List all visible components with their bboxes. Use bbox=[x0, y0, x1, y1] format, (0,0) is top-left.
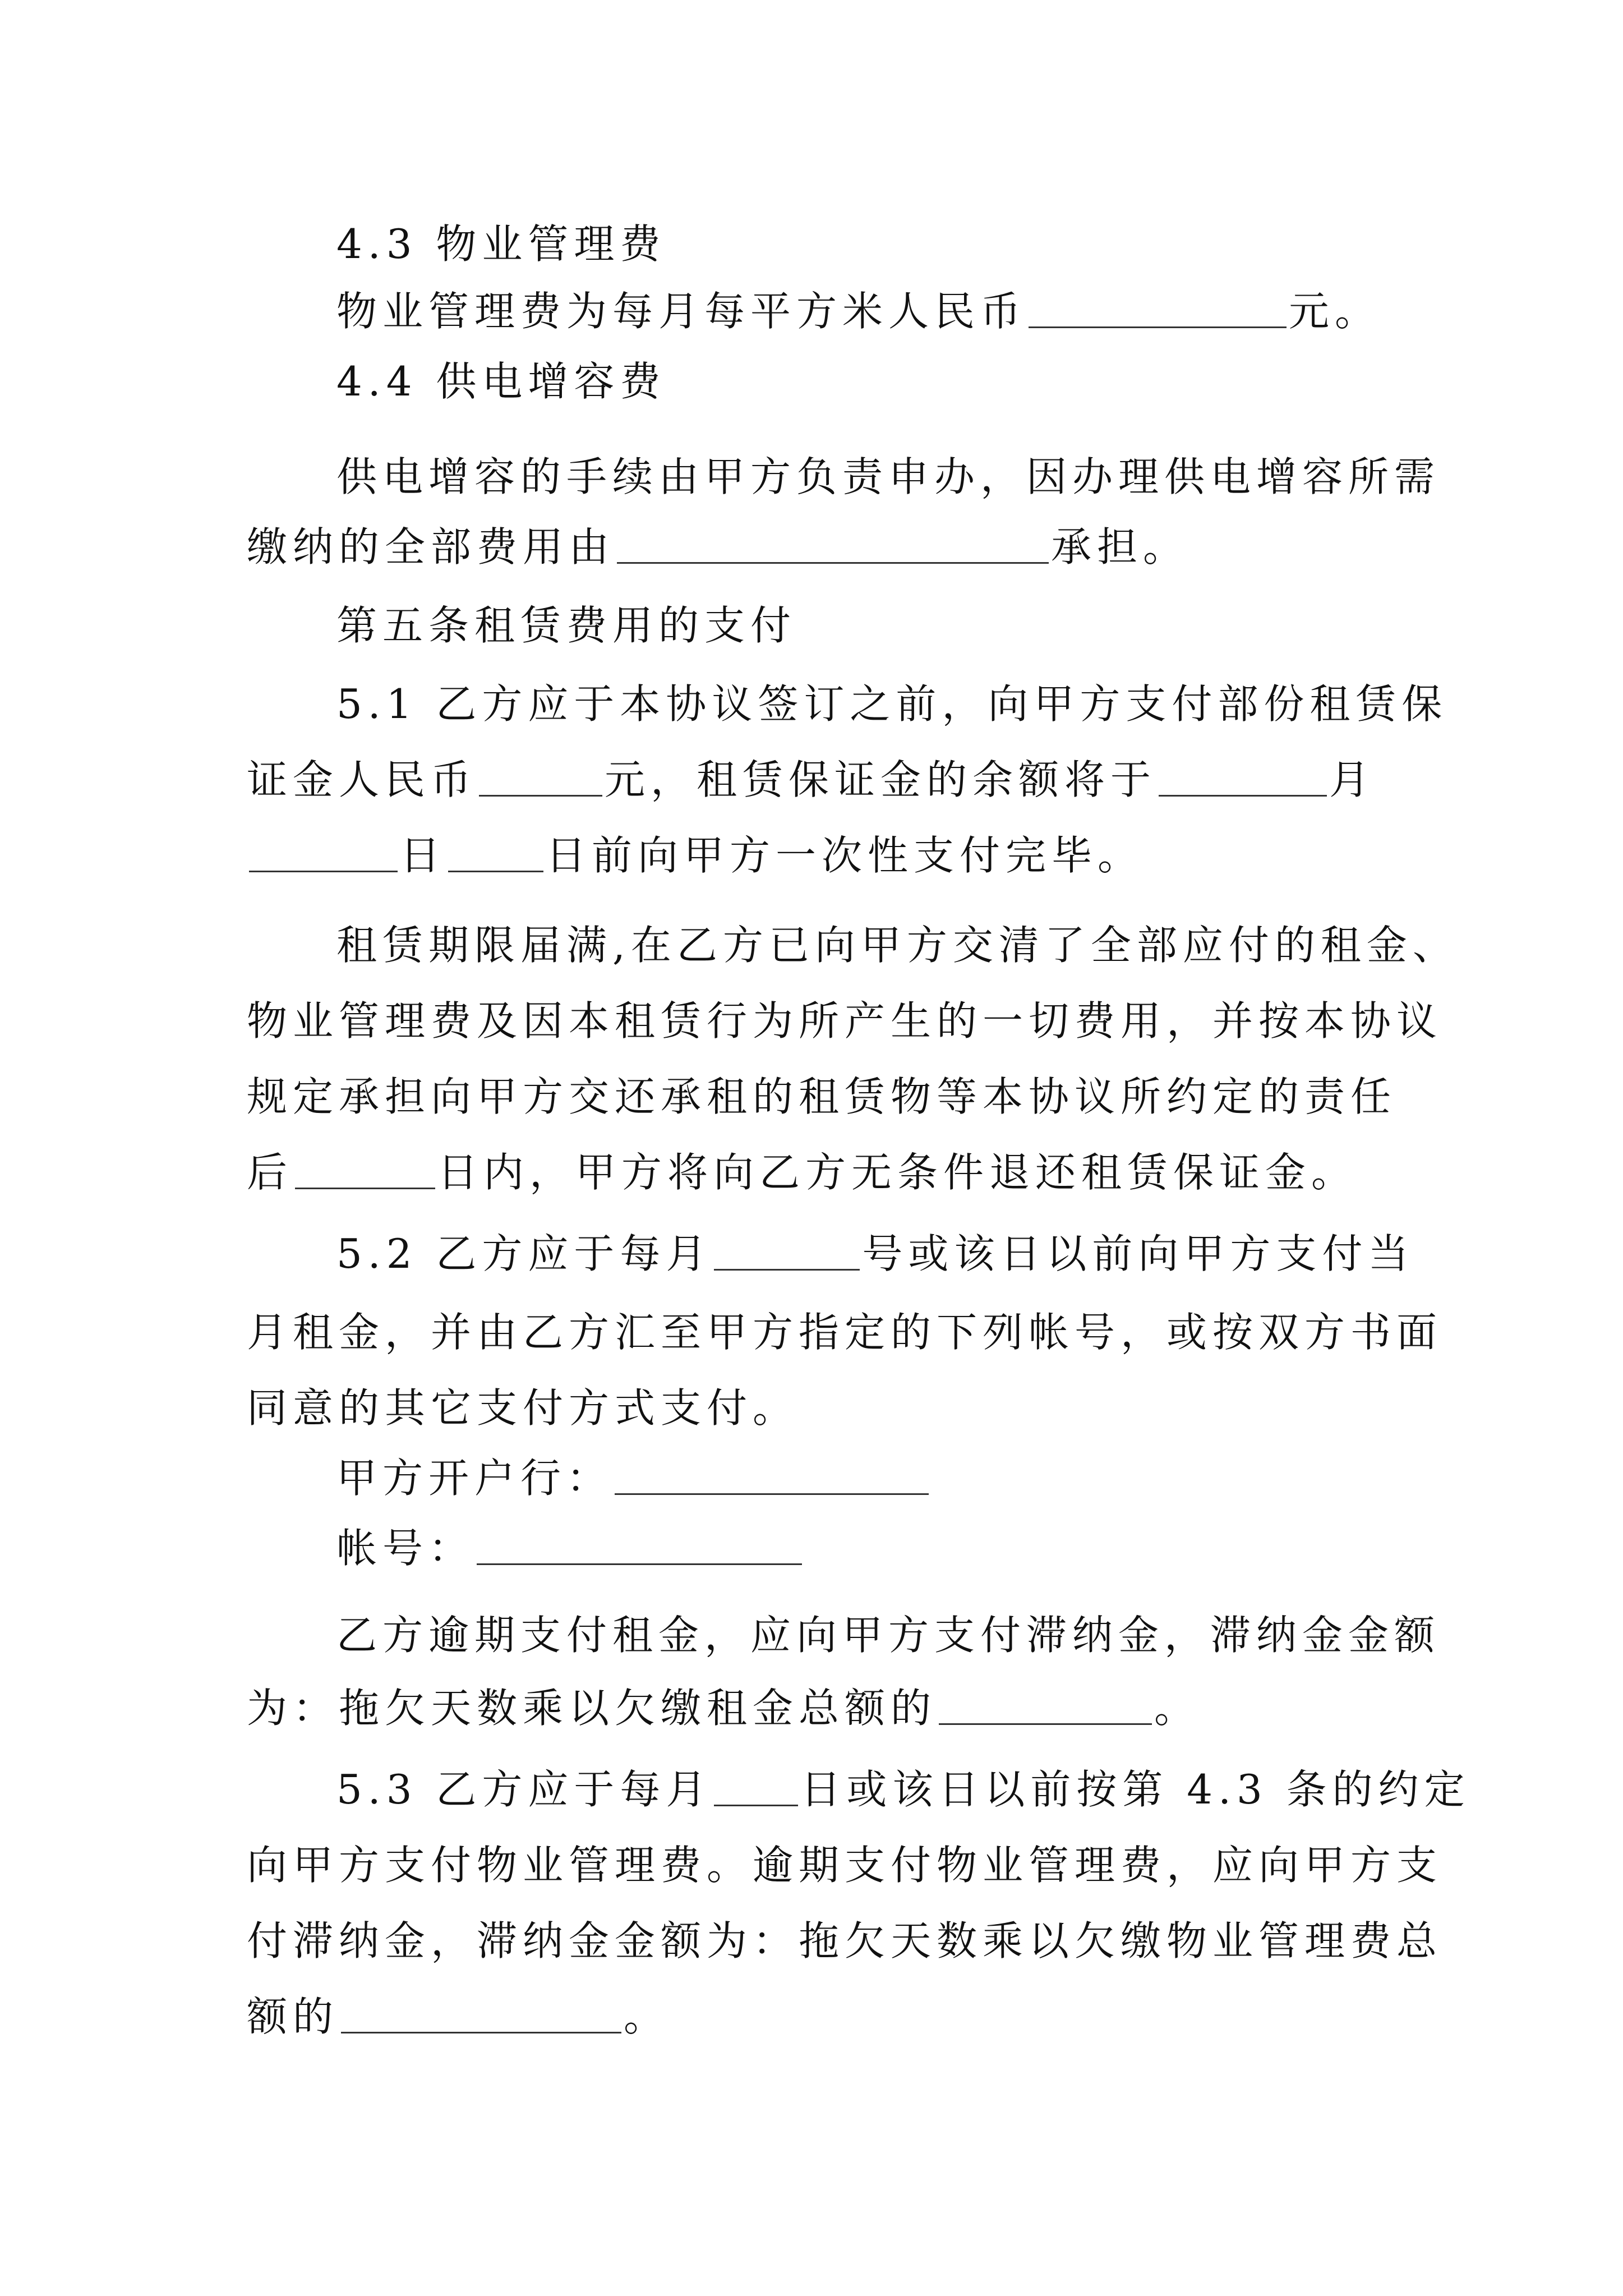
text: 付滞纳金，滞纳金金额为：拖欠天数乘以欠缴物业管理费总 bbox=[247, 1917, 1443, 1964]
paragraph-line bbox=[336, 446, 1440, 508]
paragraph-line bbox=[247, 1377, 799, 1439]
heading-4-4 bbox=[336, 351, 666, 412]
article-5-heading bbox=[336, 595, 796, 656]
paragraph-line bbox=[247, 1142, 1357, 1203]
text: 规定承担向甲方交还承租的租赁物等本协议所约定的责任 bbox=[247, 1073, 1397, 1120]
text: 同意的其它支付方式支付。 bbox=[247, 1384, 799, 1432]
text: 4.3 物业管理费 bbox=[336, 220, 666, 268]
fill-blank-line bbox=[714, 1759, 798, 1806]
text: 物业管理费及因本租赁行为所产生的一切费用，并按本协议 bbox=[247, 997, 1443, 1045]
paragraph-line bbox=[247, 1677, 1200, 1739]
text: 月 bbox=[1329, 756, 1376, 803]
text: 。 bbox=[624, 1993, 670, 2040]
bank-name-line bbox=[336, 1447, 931, 1509]
paragraph-line bbox=[336, 280, 1381, 342]
fill-blank-line bbox=[479, 749, 602, 797]
text: 5.2 乙方应于每月 bbox=[336, 1230, 712, 1277]
paragraph-line bbox=[247, 1910, 1442, 1972]
text: 缴纳的全部费用由 bbox=[247, 523, 615, 570]
text: 租赁期限届满,在乙方已向甲方交清了全部应付的租金、 bbox=[336, 922, 1459, 969]
fill-blank-line bbox=[939, 1677, 1152, 1725]
text: 向甲方支付物业管理费。逾期支付物业管理费，应向甲方支 bbox=[247, 1842, 1443, 1889]
text: 5.3 乙方应于每月 bbox=[336, 1766, 712, 1813]
text: 证金人民币 bbox=[247, 756, 477, 803]
bank-label: 甲方开户行： bbox=[336, 1455, 613, 1502]
paragraph-line bbox=[336, 1223, 1414, 1285]
paragraph-line bbox=[247, 1986, 670, 2047]
text: 元，租赁保证金的余额将于 bbox=[605, 756, 1157, 803]
paragraph-line bbox=[247, 825, 1144, 886]
text: 元。 bbox=[1289, 288, 1381, 335]
paragraph-line bbox=[336, 1604, 1440, 1666]
paragraph-line bbox=[247, 1834, 1442, 1896]
fill-blank-line bbox=[295, 1142, 435, 1189]
text: 第五条租赁费用的支付 bbox=[336, 602, 797, 649]
text: 。 bbox=[1154, 1685, 1201, 1732]
text: 月租金，并由乙方汇至甲方指定的下列帐号，或按双方书面 bbox=[247, 1309, 1443, 1356]
text: 4.4 供电增容费 bbox=[336, 358, 666, 405]
account-line bbox=[336, 1517, 804, 1579]
text: 为：拖欠天数乘以欠缴租金总额的 bbox=[247, 1685, 937, 1732]
text: 额的 bbox=[247, 1993, 339, 2040]
text: 承担。 bbox=[1051, 523, 1189, 570]
paragraph-line bbox=[336, 1759, 1470, 1820]
text: 日前向甲方一次性支付完毕。 bbox=[546, 832, 1144, 879]
paragraph-line bbox=[247, 516, 1189, 578]
heading-4-3 bbox=[336, 213, 666, 275]
fill-blank-line bbox=[617, 516, 1049, 564]
account-blank bbox=[477, 1517, 802, 1565]
paragraph-line bbox=[336, 673, 1447, 735]
fill-blank-line bbox=[448, 825, 543, 872]
fill-blank-line bbox=[249, 825, 398, 872]
paragraph-line bbox=[336, 914, 1459, 976]
paragraph-line bbox=[247, 1066, 1396, 1128]
fill-blank-line bbox=[1159, 749, 1327, 797]
text: 日内，甲方将向乙方无条件退还租赁保证金。 bbox=[437, 1149, 1358, 1196]
paragraph-line bbox=[247, 1301, 1442, 1363]
text: 日 bbox=[400, 832, 446, 879]
text: 供电增容的手续由甲方负责申办，因办理供电增容所需 bbox=[336, 453, 1441, 500]
text: 后 bbox=[247, 1149, 293, 1196]
paragraph-line bbox=[247, 990, 1442, 1052]
text: 号或该日以前向甲方支付当 bbox=[862, 1230, 1414, 1277]
text: 5.1 乙方应于本协议签订之前，向甲方支付部份租赁保 bbox=[336, 680, 1448, 728]
bank-name-blank bbox=[615, 1447, 929, 1495]
fill-blank-line bbox=[1029, 280, 1287, 328]
text: 日或该日以前按第 4.3 条的约定 bbox=[800, 1766, 1470, 1813]
paragraph-line bbox=[247, 749, 1375, 811]
fill-blank-line bbox=[341, 1986, 621, 2033]
fill-blank-line bbox=[714, 1223, 860, 1271]
account-label: 帐号： bbox=[336, 1525, 475, 1572]
text: 乙方逾期支付租金，应向甲方支付滞纳金，滞纳金金额 bbox=[336, 1612, 1441, 1659]
text: 物业管理费为每月每平方米人民币 bbox=[336, 288, 1027, 335]
